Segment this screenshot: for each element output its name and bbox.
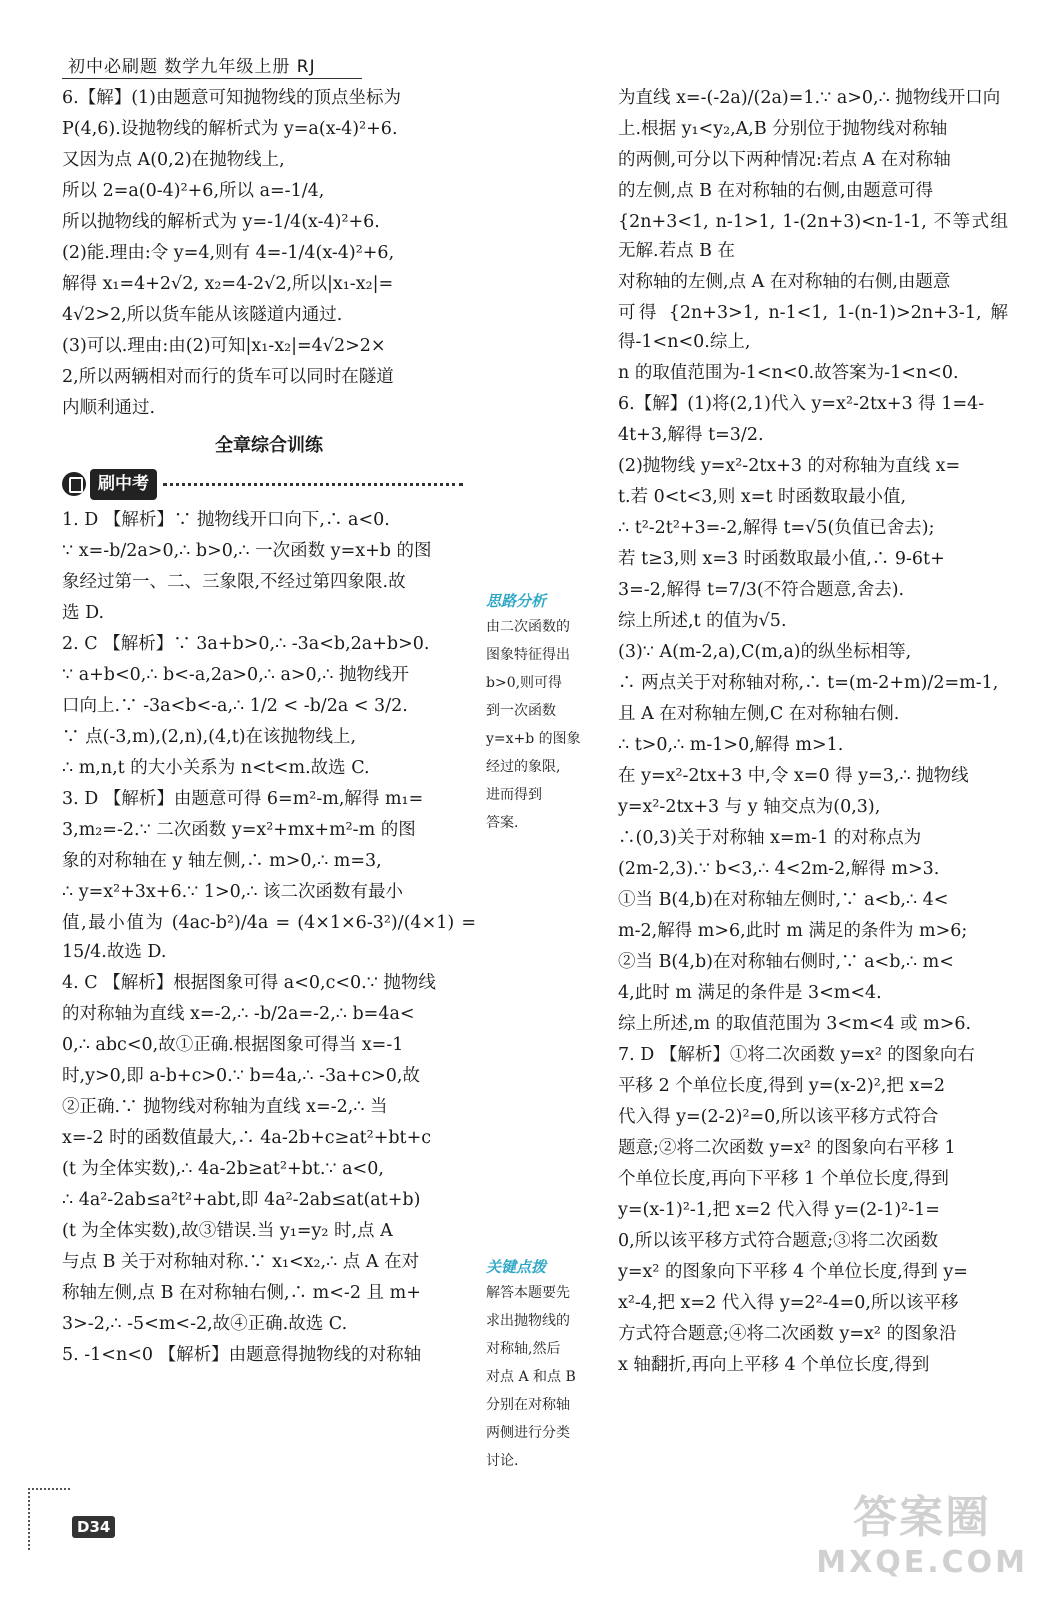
- question-2: [62, 630, 476, 783]
- solution-line: 值,最小值为 (4ac-b²)/4a = (4×1×6-3²)/(4×1) = 15/4.故选 D.: [62, 913, 476, 962]
- watermark: [816, 1481, 1028, 1580]
- sidebar-keypoint-text: [486, 1280, 594, 1474]
- page-number: D34: [72, 1516, 115, 1538]
- sidebar-thinking: [486, 588, 594, 838]
- solution-line: 平移 2 个单位长度,得到 y=(x-2)²,把 x=2: [618, 1076, 946, 1096]
- right-column: [618, 84, 1008, 1382]
- solution-line: 方式符合题意;④将二次函数 y=x² 的图象沿: [618, 1324, 957, 1344]
- badge-label: 刷中考: [90, 469, 157, 500]
- solution-line: ∴ 4a²-2ab≤a²t²+abt,即 4a²-2ab≤at(at+b): [62, 1190, 421, 1210]
- solution-line: 为直线 x=-(-2a)/(2a)=1.∵ a>0,∴ 抛物线开口向: [618, 88, 1001, 108]
- solution-line: 个单位长度,再向下平移 1 个单位长度,得到: [618, 1169, 949, 1189]
- sidebar-line: 分别在对称轴: [486, 1397, 570, 1413]
- solution-line: 题意;②将二次函数 y=x² 的图象向右平移 1: [618, 1138, 956, 1158]
- sidebar-line: 图象特征得出: [486, 647, 570, 663]
- solution-line: 0,所以该平移方式符合题意;③将二次函数: [618, 1231, 939, 1251]
- solution-line: (2)能.理由:令 y=4,则有 4=-1/4(x-4)²+6,: [62, 243, 395, 263]
- solution-line: 的左侧,点 B 在对称轴的右侧,由题意可得: [618, 181, 934, 201]
- solution-line: 上.根据 y₁<y₂,A,B 分别位于抛物线对称轴: [618, 119, 948, 139]
- solution-line: 2. C 【解析】∵ 3a+b>0,∴ -3a<b,2a+b>0.: [62, 634, 430, 654]
- solution-line: ∵ 点(-3,m),(2,n),(4,t)在该抛物线上,: [62, 727, 357, 747]
- solution-line: 解得 x₁=4+2√2, x₂=4-2√2,所以|x₁-x₂|=: [62, 274, 394, 294]
- pencil-icon: [62, 472, 86, 496]
- solution-line: 6.【解】(1)将(2,1)代入 y=x²-2tx+3 得 1=4-: [618, 394, 985, 414]
- solution-line: P(4,6).设抛物线的解析式为 y=a(x-4)²+6.: [62, 119, 398, 139]
- solution-line: 0,∴ abc<0,故①正确.根据图象可得当 x=-1: [62, 1035, 404, 1055]
- solution-line: 又因为点 A(0,2)在抛物线上,: [62, 150, 285, 170]
- sidebar-thinking-text: [486, 614, 594, 836]
- sidebar-title-keypoint: 关键点拨: [486, 1258, 547, 1276]
- question-1: [62, 506, 476, 628]
- solution-line: 的对称轴为直线 x=-2,∴ -b/2a=-2,∴ b=4a<: [62, 1004, 415, 1024]
- solution-line: 6.【解】(1)由题意可知抛物线的顶点坐标为: [62, 88, 401, 108]
- dotted-divider: [163, 483, 463, 486]
- solution-line: 且 A 在对称轴左侧,C 在对称轴右侧.: [618, 704, 900, 724]
- solution-line: ∵ x=-b/2a>0,∴ b>0,∴ 一次函数 y=x+b 的图: [62, 541, 432, 561]
- solution-line: ②正确.∵ 抛物线对称轴为直线 x=-2,∴ 当: [62, 1097, 388, 1117]
- sidebar-line: y=x+b 的图象: [486, 731, 581, 747]
- sidebar-line: 答案.: [486, 815, 519, 831]
- solution-line: 1. D 【解析】∵ 抛物线开口向下,∴ a<0.: [62, 510, 390, 530]
- solution-line: 4,此时 m 满足的条件是 3<m<4.: [618, 983, 882, 1003]
- solution-line: (3)可以.理由:由(2)可知|x₁-x₂|=4√2>2×: [62, 336, 386, 356]
- solution-line: 3>-2,∴ -5<m<-2,故④正确.故选 C.: [62, 1314, 348, 1334]
- solution-line: y=(x-1)²-1,把 x=2 代入得 y=(2-1)²-1=: [618, 1200, 940, 1220]
- sidebar-line: 由二次函数的: [486, 619, 570, 635]
- right-solutions: [618, 84, 1008, 1380]
- header-rule: [62, 78, 362, 79]
- solution-line: 可得 {2n+3>1, n-1<1, 1-(n-1)>2n+3-1, 解得-1<n<0.综上,: [618, 303, 1008, 352]
- solution-line: 时,y>0,即 a-b+c>0.∵ b=4a,∴ -3a+c>0,故: [62, 1066, 420, 1086]
- solution-line: 4. C 【解析】根据图象可得 a<0,c<0.∵ 抛物线: [62, 973, 436, 993]
- solution-line: 选 D.: [62, 603, 105, 623]
- solution-line: ∴ m,n,t 的大小关系为 n<t<m.故选 C.: [62, 758, 370, 778]
- solution-line: 若 t≥3,则 x=3 时函数取最小值,∴ 9-6t+: [618, 549, 945, 569]
- sidebar-line: 两侧进行分类: [486, 1425, 570, 1441]
- watermark-url: MXQE.COM: [816, 1545, 1028, 1580]
- solution-line: 的两侧,可分以下两种情况:若点 A 在对称轴: [618, 150, 951, 170]
- solution-line: 在 y=x²-2tx+3 中,令 x=0 得 y=3,∴ 抛物线: [618, 766, 969, 786]
- watermark-logo: 答案圈: [853, 1492, 992, 1543]
- solution-line: 口向上.∵ -3a<b<-a,∴ 1/2 < -b/2a < 3/2.: [62, 696, 408, 716]
- solution-line: x=-2 时的函数值最大,∴ 4a-2b+c≥at²+bt+c: [62, 1128, 432, 1148]
- solution-line: ∴ 两点关于对称轴对称,∴ t=(m-2+m)/2=m-1,: [618, 673, 999, 693]
- question-3: [62, 785, 476, 967]
- solution-line: (2m-2,3).∵ b<3,∴ 4<2m-2,解得 m>3.: [618, 859, 940, 879]
- solution-line: 3,m₂=-2.∵ 二次函数 y=x²+mx+m²-m 的图: [62, 820, 416, 840]
- solution-line: (2)抛物线 y=x²-2tx+3 的对称轴为直线 x=: [618, 456, 961, 476]
- solution-line: y=x²-2tx+3 与 y 轴交点为(0,3),: [618, 797, 881, 817]
- solution-line: 内顺利通过.: [62, 398, 156, 418]
- solution-line: x 轴翻折,再向上平移 4 个单位长度,得到: [618, 1355, 930, 1375]
- solution-line: 所以抛物线的解析式为 y=-1/4(x-4)²+6.: [62, 212, 380, 232]
- solution-line: m-2,解得 m>6,此时 m 满足的条件为 m>6;: [618, 921, 968, 941]
- solution-line: ∴ t>0,∴ m-1>0,解得 m>1.: [618, 735, 844, 755]
- solution-line: x²-4,把 x=2 代入得 y=2²-4=0,所以该平移: [618, 1293, 959, 1313]
- exam-badge: [62, 470, 463, 498]
- solution-line: (t 为全体实数),∴ 4a-2b≥at²+bt.∵ a<0,: [62, 1159, 384, 1179]
- section-title: 全章综合训练: [215, 435, 323, 456]
- solution-line: 与点 B 关于对称轴对称.∵ x₁<x₂,∴ 点 A 在对: [62, 1252, 420, 1272]
- sidebar-title-thinking: 思路分析: [486, 592, 547, 610]
- solution-line: 代入得 y=(2-2)²=0,所以该平移方式符合: [618, 1107, 939, 1127]
- solution-line: {2n+3<1, n-1>1, 1-(2n+3)<n-1-1, 不等式组无解.若点 B 在: [618, 212, 1008, 261]
- solution-line: 7. D 【解析】①将二次函数 y=x² 的图象向右: [618, 1045, 975, 1065]
- sidebar-line: 到一次函数: [486, 703, 556, 719]
- solution-line: 所以 2=a(0-4)²+6,所以 a=-1/4,: [62, 181, 325, 201]
- sidebar-line: b>0,则可得: [486, 675, 563, 691]
- sidebar-line: 对点 A 和点 B: [486, 1369, 576, 1385]
- solution-line: 3=-2,解得 t=7/3(不符合题意,舍去).: [618, 580, 905, 600]
- solution-line: 4t+3,解得 t=3/2.: [618, 425, 764, 445]
- solution-line: t.若 0<t<3,则 x=t 时函数取最小值,: [618, 487, 907, 507]
- solution-line: 对称轴的左侧,点 A 在对称轴的右侧,由题意: [618, 272, 951, 292]
- solution-line: (3)∵ A(m-2,a),C(m,a)的纵坐标相等,: [618, 642, 912, 662]
- running-header: 初中必刷题 数学九年级上册 RJ: [68, 57, 316, 77]
- solution-line: (t 为全体实数),故③错误.当 y₁=y₂ 时,点 A: [62, 1221, 393, 1241]
- solution-line: 2,所以两辆相对而行的货车可以同时在隧道: [62, 367, 394, 387]
- footer-ornament: [28, 1488, 70, 1550]
- solution-line: ∴(0,3)关于对称轴 x=m-1 的对称点为: [618, 828, 922, 848]
- solution-line: ∴ t²-2t²+3=-2,解得 t=√5(负值已舍去);: [618, 518, 935, 538]
- solution-line: y=x² 的图象向下平移 4 个单位长度,得到 y=: [618, 1262, 968, 1282]
- solution-line: ②当 B(4,b)在对称轴右侧时,∵ a<b,∴ m<: [618, 952, 954, 972]
- sidebar-line: 解答本题要先: [486, 1285, 570, 1301]
- solution-line: ①当 B(4,b)在对称轴左侧时,∵ a<b,∴ 4<: [618, 890, 949, 910]
- left-column: [62, 84, 476, 1372]
- sidebar-line: 讨论.: [486, 1453, 519, 1469]
- solution-line: 象经过第一、二、三象限,不经过第四象限.故: [62, 572, 406, 592]
- solution-line: 象的对称轴在 y 轴左侧,∴ m>0,∴ m=3,: [62, 851, 382, 871]
- question-6-solution: [62, 84, 476, 423]
- sidebar-line: 进而得到: [486, 787, 542, 803]
- solution-line: 综上所述,t 的值为√5.: [618, 611, 787, 631]
- solution-line: 称轴左侧,点 B 在对称轴右侧,∴ m<-2 且 m+: [62, 1283, 421, 1303]
- solution-line: n 的取值范围为-1<n<0.故答案为-1<n<0.: [618, 363, 959, 383]
- sidebar-line: 经过的象限,: [486, 759, 561, 775]
- question-5-start: 5. -1<n<0 【解析】由题意得抛物线的对称轴: [62, 1345, 422, 1365]
- solution-line: 综上所述,m 的取值范围为 3<m<4 或 m>6.: [618, 1014, 972, 1034]
- solution-line: ∵ a+b<0,∴ b<-a,2a>0,∴ a>0,∴ 抛物线开: [62, 665, 409, 685]
- sidebar-line: 求出抛物线的: [486, 1313, 570, 1329]
- solution-line: ∴ y=x²+3x+6.∵ 1>0,∴ 该二次函数有最小: [62, 882, 404, 902]
- sidebar-keypoint: [486, 1254, 594, 1476]
- solution-line: 3. D 【解析】由题意可得 6=m²-m,解得 m₁=: [62, 789, 424, 809]
- solution-line: 4√2>2,所以货车能从该隧道内通过.: [62, 305, 343, 325]
- question-4: [62, 969, 476, 1339]
- sidebar-line: 对称轴,然后: [486, 1341, 561, 1357]
